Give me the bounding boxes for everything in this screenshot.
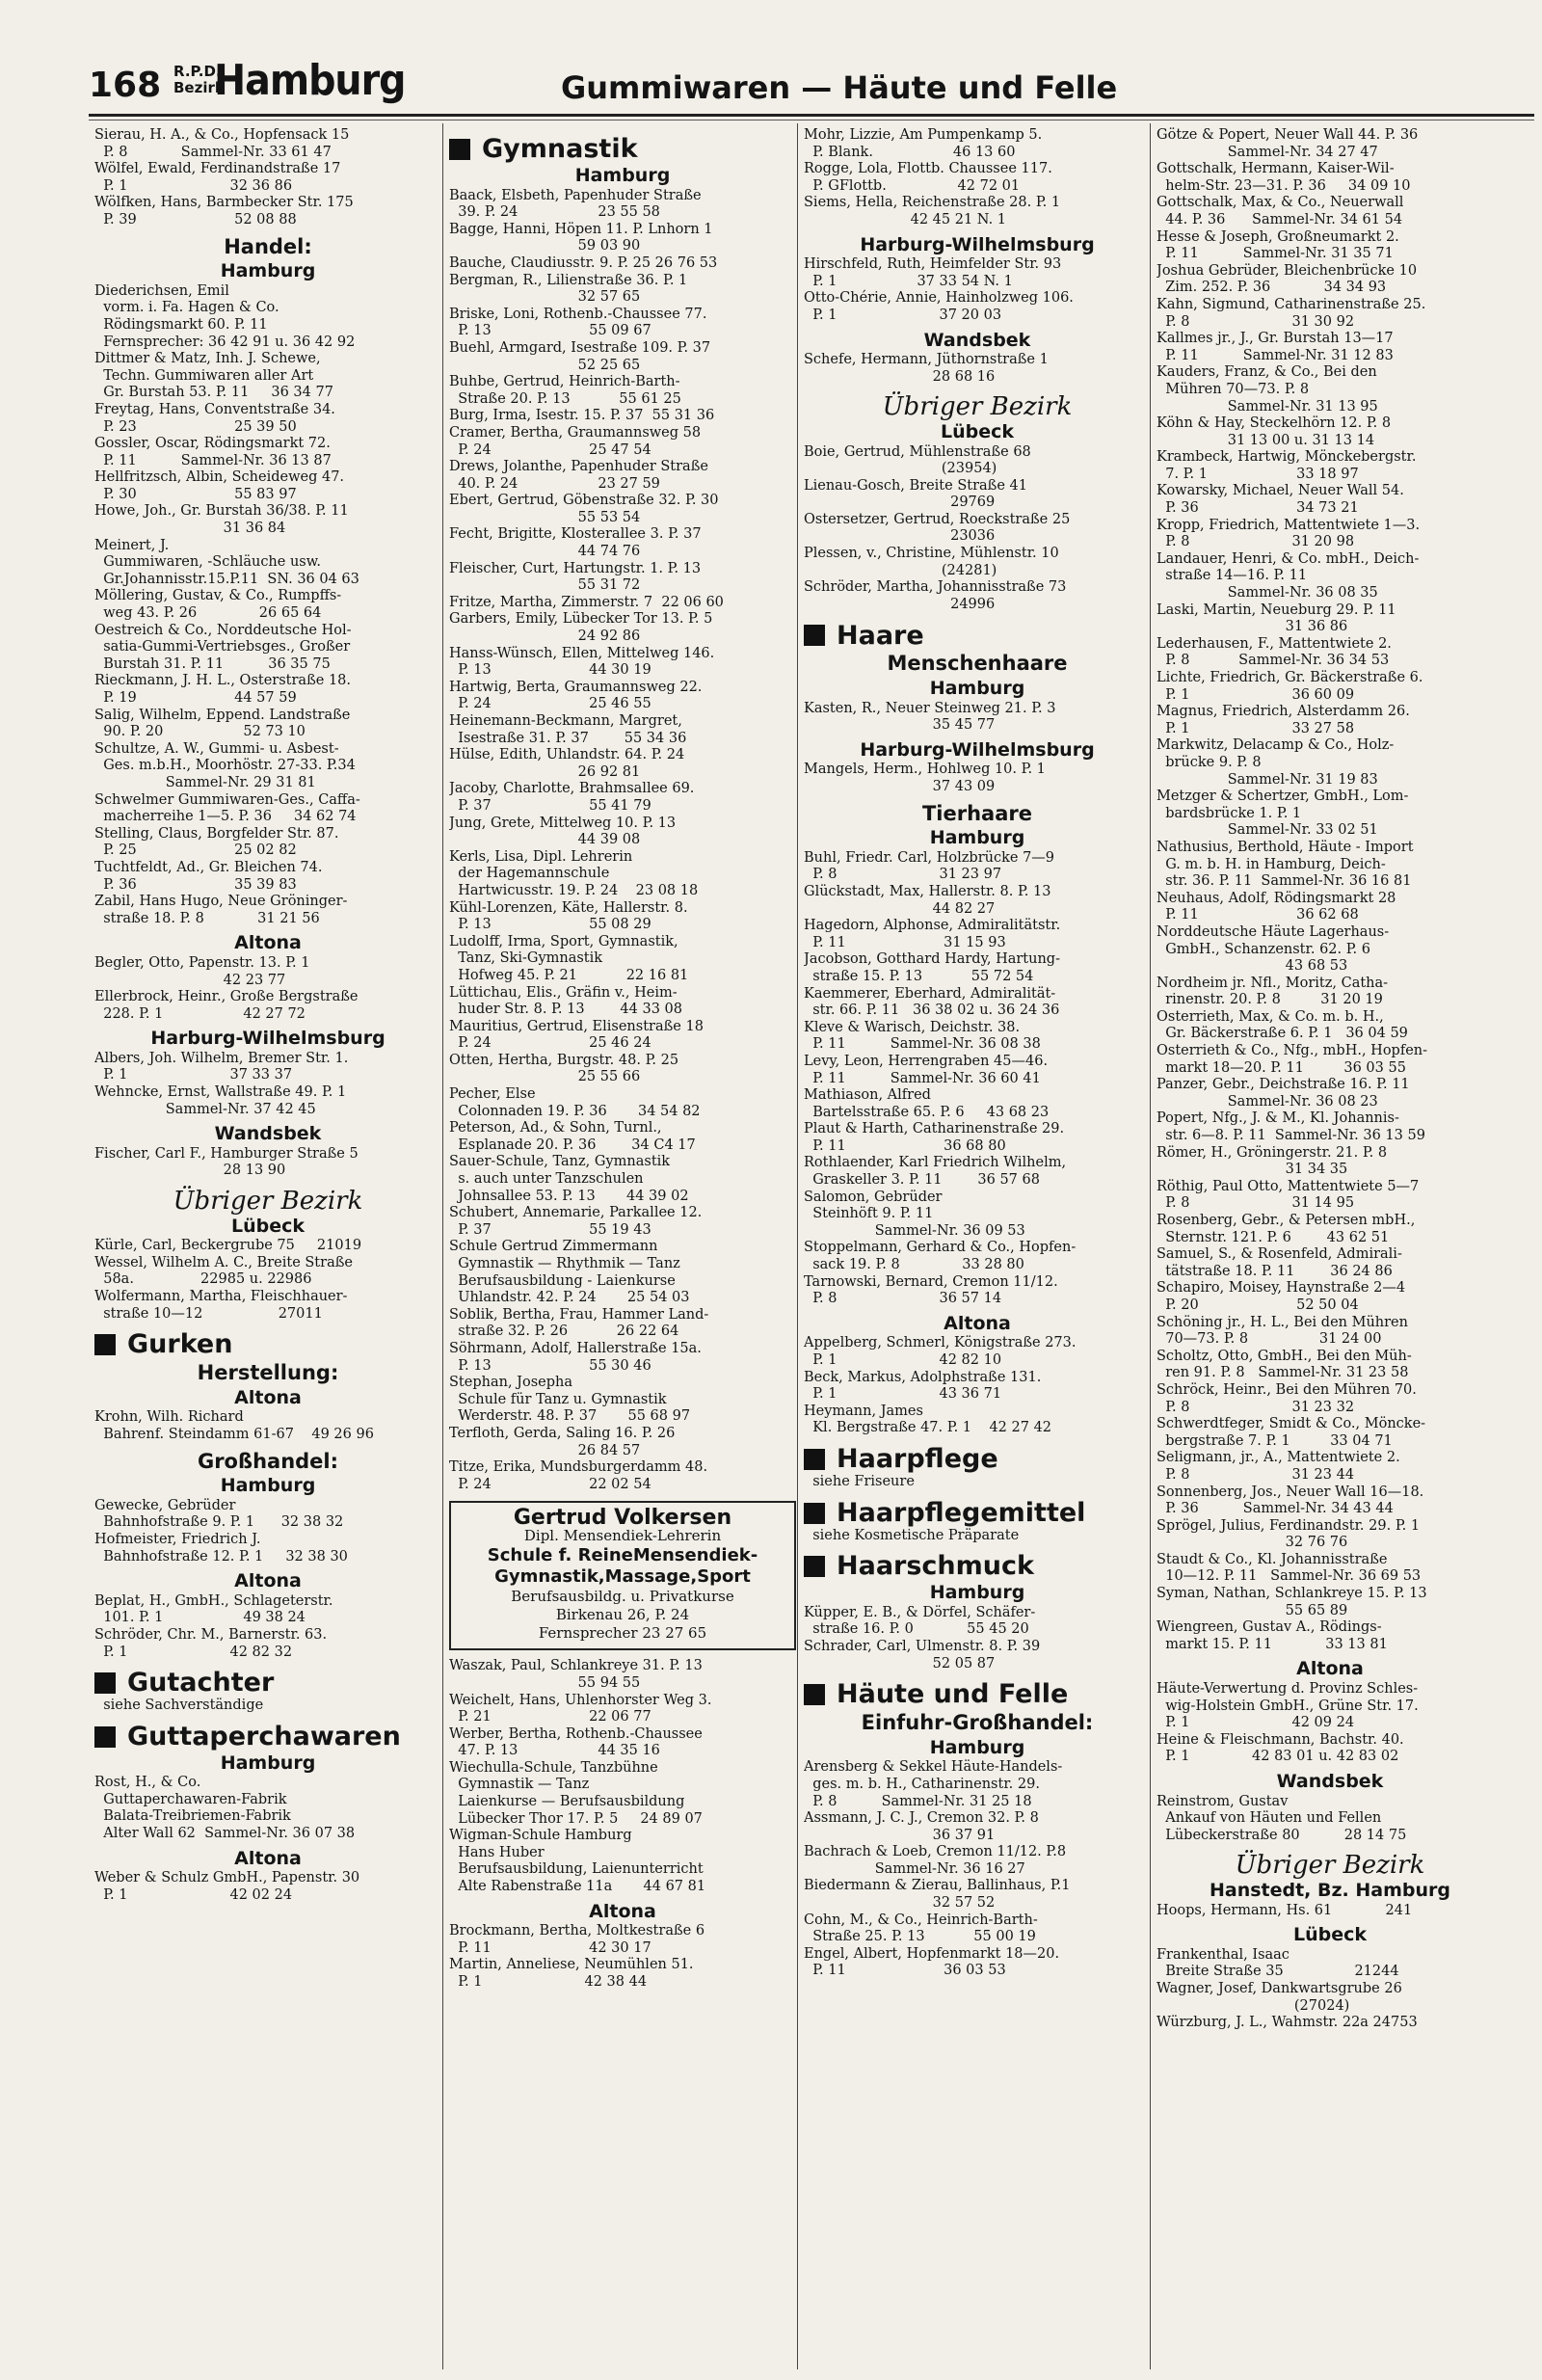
directory-entry: Schröck, Heinr., Bei den Mühren 70. P. 8 31 23 32	[1156, 1381, 1417, 1415]
directory-entry: Garbers, Emily, Lübecker Tor 13. P. 5 24 92 86	[449, 611, 713, 645]
directory-entry: Salomon, Gebrüder Steinhöft 9. P. 11 Sammel-Nr. 36 09 53	[804, 1189, 1025, 1239]
category-label: Haarpflegemittel	[837, 1497, 1086, 1528]
directory-entry: Ellerbrock, Heinr., Große Bergstraße 228. P. 1 42 27 72	[94, 989, 359, 1022]
directory-entry: Biedermann & Zierau, Ballinhaus, P.1 32 57 52	[804, 1878, 1071, 1912]
directory-entry: Würzburg, J. L., Wahmstr. 22a 24753	[1156, 2015, 1418, 2031]
directory-entry: Otten, Hertha, Burgstr. 48. P. 25 25 55 66	[449, 1052, 679, 1085]
locality-heading: Altona	[589, 1900, 656, 1922]
category-heading	[804, 1551, 1151, 1582]
directory-entry: Beck, Markus, Adolphstraße 131. P. 1 43 36 71	[804, 1369, 1042, 1403]
directory-entry: Fritze, Martha, Zimmerstr. 7 22 06 60	[449, 594, 724, 610]
directory-entry: Götze & Popert, Neuer Wall 44. P. 36 Sammel-Nr. 34 27 47	[1156, 127, 1419, 160]
locality-heading: Altona	[1296, 1658, 1364, 1680]
directory-entry: Schröder, Chr. M., Barnerstr. 63. P. 1 42 82 32	[94, 1626, 328, 1660]
directory-entry: Jacoby, Charlotte, Brahmsallee 69. P. 37 55 41 79	[449, 781, 695, 814]
city-title: Hamburg	[214, 56, 406, 105]
category-heading	[804, 620, 1151, 651]
directory-entry: Sprögel, Julius, Ferdinandstr. 29. P. 1 32 76 76	[1156, 1517, 1421, 1551]
directory-entry: Plessen, v., Christine, Mühlenstr. 10 (24281)	[804, 546, 1059, 578]
directory-entry: Kerls, Lisa, Dipl. Lehrerin der Hagemannschule Hartwicusstr. 19. P. 24 23 08 18	[449, 848, 699, 898]
directory-entry: Howe, Joh., Gr. Burstah 36/38. P. 11 31 36 84	[94, 503, 349, 537]
directory-entry: Fecht, Brigitte, Klosterallee 3. P. 37 44 74 76	[449, 526, 702, 560]
category-marker-icon	[804, 1503, 825, 1524]
directory-entry: Oestreich & Co., Norddeutsche Hol- satia-Gummi-Vertriebsges., Großer Burstah 31. P. 11 36 35 75	[94, 622, 352, 672]
category-label: Haarpflege	[837, 1444, 998, 1475]
category-marker-icon	[804, 1449, 825, 1470]
column-2	[449, 127, 796, 2364]
category-marker-icon	[94, 1726, 116, 1748]
locality-heading: Lübeck	[940, 420, 1015, 442]
directory-entry: Kaemmerer, Eberhard, Admiralität- str. 66. P. 11 36 38 02 u. 36 24 36	[804, 985, 1060, 1019]
ad-line: Schule f. ReineMensendiek-	[487, 1545, 758, 1566]
directory-entry: Osterrieth, Max, & Co. m. b. H., Gr. Bäckerstraße 6. P. 1 36 04 59	[1156, 1008, 1408, 1042]
directory-entry: Beplat, H., GmbH., Schlageterstr. 101. P. 1 49 38 24	[94, 1592, 333, 1626]
category-label: Haarschmuck	[837, 1551, 1034, 1582]
locality-heading: Wandsbek	[1276, 1771, 1384, 1792]
directory-entry: Römer, H., Gröningerstr. 21. P. 8 31 34 35	[1156, 1144, 1388, 1178]
directory-entry: Hirschfeld, Ruth, Heimfelder Str. 93 P. 1 37 33 54 N. 1	[804, 256, 1062, 289]
directory-entry: Kasten, R., Neuer Steinweg 21. P. 3 35 45 77	[804, 700, 1056, 734]
directory-entry: Hartwig, Berta, Graumannsweg 22. P. 24 25 46 55	[449, 679, 703, 712]
directory-entry: Diederichsen, Emil vorm. i. Fa. Hagen & Co. Rödingsmarkt 60. P. 11 Fernsprecher: 36 42 91 u. 36 42 92	[94, 282, 356, 350]
directory-entry: Krohn, Wilh. Richard Bahrenf. Steindamm 61-67 49 26 96	[94, 1409, 374, 1442]
locality-heading: Wandsbek	[214, 1123, 322, 1145]
advertisement	[449, 1501, 796, 1650]
category-heading	[449, 134, 796, 165]
column-3	[804, 127, 1151, 2364]
locality-heading: Altona	[234, 932, 302, 954]
directory-entry: Laski, Martin, Neueburg 29. P. 11 31 36 86	[1156, 602, 1396, 635]
ad-line: Dipl. Mensendiek-Lehrerin	[523, 1527, 722, 1545]
directory-entry: Kauders, Franz, & Co., Bei den Mühren 70—73. P. 8 Sammel-Nr. 31 13 95	[1156, 364, 1378, 414]
locality-heading: Hamburg	[929, 1736, 1025, 1758]
directory-entry: Rieckmann, J. H. L., Osterstraße 18. P. 19 44 57 59	[94, 673, 352, 706]
directory-entry: Lichte, Friedrich, Gr. Bäckerstraße 6. P. 1 36 60 09	[1156, 670, 1423, 703]
directory-entry: Lüttichau, Elis., Gräfin v., Heim- huder Str. 8. P. 13 44 33 08	[449, 984, 682, 1018]
region-heading: Übriger Bezirk	[173, 1187, 363, 1217]
directory-entry: Seligmann, jr., A., Mattentwiete 2. P. 8 31 23 44	[1156, 1450, 1400, 1483]
directory-entry: Hanss-Wünsch, Ellen, Mittelweg 146. P. 13 44 30 19	[449, 645, 715, 679]
directory-entry: Weber & Schulz GmbH., Papenstr. 30 P. 1 42 02 24	[94, 1870, 360, 1903]
directory-entry: Wölfel, Ewald, Ferdinandstraße 17 P. 1 32 36 86	[94, 161, 341, 194]
directory-entry: Osterrieth & Co., Nfg., mbH., Hopfen- markt 18—20. P. 11 36 03 55	[1156, 1043, 1428, 1076]
directory-entry: Rost, H., & Co. Guttaperchawaren-Fabrik Balata-Treibriemen-Fabrik Alter Wall 62 Sammel-Nr. 36 07 38	[94, 1775, 356, 1842]
directory-entry: Siems, Hella, Reichenstraße 28. P. 1 42 45 21 N. 1	[804, 195, 1061, 227]
directory-entry: Wolfermann, Martha, Fleischhauer- straße 10—12 27011	[94, 1289, 348, 1322]
directory-entry: Wigman-Schule Hamburg Hans Huber Berufsausbildung, Laienunterricht Alte Rabenstraße 11a 44 67 81	[449, 1828, 706, 1895]
locality-heading: Harburg-Wilhelmsburg	[150, 1028, 386, 1050]
directory-entry: Kürle, Carl, Beckergrube 75 21019	[94, 1238, 362, 1254]
directory-entry: Scholtz, Otto, GmbH., Bei den Müh- ren 91. P. 8 Sammel-Nr. 31 23 58	[1156, 1348, 1412, 1381]
directory-entry: Buhl, Friedr. Carl, Holzbrücke 7—9 P. 8 31 23 97	[804, 849, 1055, 883]
directory-entry: Möllering, Gustav, & Co., Rumpffs- weg 43. P. 26 26 65 64	[94, 588, 342, 622]
directory-entry: siehe Friseure	[804, 1473, 915, 1489]
rpd-label: R.P.D. Bezirk	[173, 63, 225, 96]
category-label: Haare	[837, 620, 924, 651]
page-header	[89, 56, 1534, 114]
directory-entry: Panzer, Gebr., Deichstraße 16. P. 11 Sammel-Nr. 36 08 23	[1156, 1077, 1410, 1110]
directory-entry: Tuchtfeldt, Ad., Gr. Bleichen 74. P. 36 35 39 83	[94, 859, 323, 893]
section-heading: Handel:	[224, 234, 312, 258]
directory-entry: Häute-Verwertung d. Provinz Schles- wig-Holstein GmbH., Grüne Str. 17. P. 1 42 09 24	[1156, 1681, 1419, 1731]
directory-entry: Dittmer & Matz, Inh. J. Schewe, Techn. Gummiwaren aller Art Gr. Burstah 53. P. 11 36 34 77	[94, 351, 333, 401]
directory-entry: Mangels, Herm., Hohlweg 10. P. 1 37 43 09	[804, 762, 1046, 794]
directory-entry: Schubert, Annemarie, Parkallee 12. P. 37 55 19 43	[449, 1205, 703, 1238]
directory-entry: Mathiason, Alfred Bartelsstraße 65. P. 6 43 68 23	[804, 1087, 1050, 1120]
locality-heading: Hamburg	[929, 827, 1025, 849]
category-label: Gurken	[127, 1329, 233, 1360]
directory-entry: Küpper, E. B., & Dörfel, Schäfer- straße 16. P. 0 55 45 20	[804, 1604, 1036, 1638]
directory-entry: Heymann, James Kl. Bergstraße 47. P. 1 42 27 42	[804, 1403, 1052, 1436]
directory-entry: Bachrach & Loeb, Cremon 11/12. P.8 Sammel-Nr. 36 16 27	[804, 1844, 1067, 1877]
ad-line: Gertrud Volkersen	[513, 1506, 732, 1531]
directory-entry: Schrader, Carl, Ulmenstr. 8. P. 39 52 05 87	[804, 1638, 1041, 1671]
region-heading: Übriger Bezirk	[882, 392, 1073, 422]
locality-heading: Altona	[234, 1847, 302, 1869]
directory-entry: Gossler, Oscar, Rödingsmarkt 72. P. 11 Sammel-Nr. 36 13 87	[94, 436, 332, 468]
directory-entry: Gewecke, Gebrüder Bahnhofstraße 9. P. 1 32 38 32	[94, 1497, 344, 1531]
directory-entry: Mauritius, Gertrud, Elisenstraße 18 P. 24 25 46 24	[449, 1018, 704, 1052]
locality-heading: Harburg-Wilhelmsburg	[860, 233, 1095, 255]
directory-entry: Schröder, Martha, Johannisstraße 73 24996	[804, 579, 1067, 612]
directory-entry: Bauche, Claudiusstr. 9. P. 25 26 76 53	[449, 254, 718, 271]
section-heading: Tierhaare	[921, 801, 1032, 825]
directory-entry: Jacobson, Gotthard Hardy, Hartung- straße 15. P. 13 55 72 54	[804, 951, 1060, 984]
category-marker-icon	[804, 1684, 825, 1705]
directory-entry: Levy, Leon, Herrengraben 45—46. P. 11 Sammel-Nr. 36 60 41	[804, 1053, 1049, 1086]
locality-heading: Hamburg	[220, 260, 316, 282]
ad-line: Berufsausbildg. u. Privatkurse	[511, 1588, 734, 1606]
directory-entry: Neuhaus, Adolf, Rödingsmarkt 28 P. 11 36 62 68	[1156, 890, 1396, 923]
directory-entry: Freytag, Hans, Conventstraße 34. P. 23 25 39 50	[94, 401, 335, 435]
ad-line: Birkenau 26, P. 24	[555, 1606, 690, 1624]
column-divider	[797, 123, 798, 2369]
directory-entry: Drews, Jolanthe, Papenhuder Straße 40. P. 24 23 27 59	[449, 459, 708, 492]
category-marker-icon	[449, 139, 470, 160]
directory-entry: Wagner, Josef, Dankwartsgrube 26 (27024)	[1156, 1980, 1402, 2014]
directory-entry: Magnus, Friedrich, Alsterdamm 26. P. 1 33 27 58	[1156, 704, 1410, 736]
category-heading	[804, 1444, 1151, 1475]
directory-entry: Kühl-Lorenzen, Käte, Hallerstr. 8. P. 13 55 08 29	[449, 899, 688, 933]
directory-entry: Wessel, Wilhelm A. C., Breite Straße 58a. 22985 u. 22986	[94, 1254, 353, 1288]
category-marker-icon	[804, 625, 825, 646]
directory-entry: Popert, Nfg., J. & M., Kl. Johannis- str. 6—8. P. 11 Sammel-Nr. 36 13 59	[1156, 1110, 1425, 1144]
directory-entry: Joshua Gebrüder, Bleichenbrücke 10 Zim. 252. P. 36 34 34 93	[1156, 262, 1418, 296]
locality-heading: Lübeck	[230, 1215, 306, 1237]
directory-entry: Wehncke, Ernst, Wallstraße 49. P. 1 Sammel-Nr. 37 42 45	[94, 1084, 347, 1117]
directory-entry: Kleve & Warisch, Deichstr. 38. P. 11 Sammel-Nr. 36 08 38	[804, 1019, 1041, 1053]
directory-entry: Ebert, Gertrud, Göbenstraße 32. P. 30 55 53 54	[449, 493, 719, 525]
directory-entry: Gottschalk, Max, & Co., Neuerwall 44. P. 36 Sammel-Nr. 34 61 54	[1156, 195, 1404, 227]
directory-entry: Sierau, H. A., & Co., Hopfensack 15 P. 8 Sammel-Nr. 33 61 47	[94, 127, 350, 160]
directory-entry: Hesse & Joseph, Großneumarkt 2. P. 11 Sammel-Nr. 31 35 71	[1156, 228, 1399, 262]
directory-entry: Waszak, Paul, Schlankreye 31. P. 13 55 94 55	[449, 1658, 703, 1691]
directory-entry: Albers, Joh. Wilhelm, Bremer Str. 1. P. 1 37 33 37	[94, 1050, 349, 1083]
directory-entry: Wiengreen, Gustav A., Rödings- markt 15. P. 11 33 13 81	[1156, 1619, 1388, 1652]
directory-entry: Cohn, M., & Co., Heinrich-Barth- Straße 25. P. 13 55 00 19	[804, 1912, 1038, 1945]
directory-entry: Söhrmann, Adolf, Hallerstraße 15a. P. 13 55 30 46	[449, 1340, 702, 1374]
directory-entry: Fischer, Carl F., Hamburger Straße 5 28 13 90	[94, 1145, 359, 1179]
column-1	[94, 127, 441, 2364]
locality-heading: Hamburg	[220, 1752, 316, 1774]
directory-entry: Burg, Irma, Isestr. 15. P. 37 55 31 36	[449, 408, 715, 424]
directory-entry: Nordheim jr. Nfl., Moritz, Catha- rinenstr. 20. P. 8 31 20 19	[1156, 975, 1389, 1008]
directory-entry: Fleischer, Curt, Hartungstr. 1. P. 13 55 31 72	[449, 560, 702, 594]
directory-entry: Schapiro, Moisey, Haynstraße 2—4 P. 20 52 50 04	[1156, 1280, 1406, 1313]
directory-entry: Titze, Erika, Mundsburgerdamm 48. P. 24 22 02 54	[449, 1459, 708, 1492]
section-heading: Einfuhr-Großhandel:	[861, 1711, 1094, 1735]
locality-heading: Lübeck	[1292, 1924, 1368, 1946]
category-heading	[804, 1679, 1151, 1710]
category-marker-icon	[804, 1556, 825, 1577]
directory-entry: siehe Kosmetische Präparate	[804, 1527, 1020, 1543]
section-heading: Menschenhaare	[887, 652, 1068, 676]
directory-entry: Hoops, Hermann, Hs. 61 241	[1156, 1902, 1413, 1918]
directory-entry: Boie, Gertrud, Mühlenstraße 68 (23954)	[804, 443, 1031, 477]
directory-entry: Jung, Grete, Mittelweg 10. P. 13 44 39 08	[449, 815, 677, 848]
category-label: Häute und Felle	[837, 1679, 1069, 1710]
directory-entry: Otto-Chérie, Annie, Hainholzweg 106. P. 1 37 20 03	[804, 290, 1074, 323]
section-heading: Herstellung:	[197, 1361, 339, 1385]
directory-entry: Hofmeister, Friedrich J. Bahnhofstraße 12. P. 1 32 38 30	[94, 1531, 348, 1564]
directory-entry: Wiechulla-Schule, Tanzbühne Gymnastik — Tanz Laienkurse — Berufsausbildung Lübecker Thor 17. P. 5 24 89 07	[449, 1759, 703, 1827]
directory-entry: Appelberg, Schmerl, Königstraße 273. P. 1 42 82 10	[804, 1335, 1077, 1368]
directory-entry: Terfloth, Gerda, Saling 16. P. 26 26 84 57	[449, 1425, 676, 1458]
directory-entry: Meinert, J. Gummiwaren, -Schläuche usw. Gr.Johannisstr.15.P.11 SN. 36 04 63	[94, 537, 359, 587]
category-heading	[94, 1668, 441, 1698]
directory-entry: Kowarsky, Michael, Neuer Wall 54. P. 36 34 73 21	[1156, 483, 1404, 517]
directory-entry: Engel, Albert, Hopfenmarkt 18—20. P. 11 36 03 53	[804, 1945, 1060, 1979]
locality-heading: Harburg-Wilhelmsburg	[860, 738, 1095, 761]
directory-entry: Lienau-Gosch, Breite Straße 41 29769	[804, 477, 1027, 511]
directory-entry: Cramer, Bertha, Graumannsweg 58 P. 24 25 47 54	[449, 424, 702, 458]
directory-entry: Markwitz, Delacamp & Co., Holz- brücke 9. P. 8 Sammel-Nr. 31 19 83	[1156, 737, 1395, 788]
category-heading	[804, 1497, 1151, 1528]
category-marker-icon	[94, 1334, 116, 1355]
directory-entry: Hellfritzsch, Albin, Scheideweg 47. P. 30 55 83 97	[94, 469, 345, 502]
directory-entry: Rosenberg, Gebr., & Petersen mbH., Sternstr. 121. P. 6 43 62 51	[1156, 1213, 1416, 1245]
directory-entry: Werber, Bertha, Rothenb.-Chaussee 47. P. 13 44 35 16	[449, 1725, 703, 1759]
directory-entry: Hülse, Edith, Uhlandstr. 64. P. 24 26 92 81	[449, 747, 685, 780]
locality-heading: Hamburg	[574, 165, 671, 186]
directory-entry: Krambeck, Hartwig, Mönckebergstr. 7. P. 1 33 18 97	[1156, 449, 1417, 482]
category-label: Gutachter	[127, 1668, 275, 1698]
directory-entry: Begler, Otto, Papenstr. 13. P. 1 42 23 77	[94, 954, 310, 988]
locality-heading: Altona	[234, 1386, 302, 1408]
ad-line: Gymnastik,Massage,Sport	[494, 1566, 751, 1588]
ad-line: Fernsprecher 23 27 65	[538, 1624, 707, 1643]
directory-entry: Schwelmer Gummiwaren-Ges., Caffa- macherreihe 1—5. P. 36 34 62 74	[94, 791, 360, 825]
category-marker-icon	[94, 1672, 116, 1694]
directory-entry: siehe Sachverständige	[94, 1698, 264, 1714]
directory-entry: Tarnowski, Bernard, Cremon 11/12. P. 8 36 57 14	[804, 1273, 1058, 1307]
directory-entry: Buhbe, Gertrud, Heinrich-Barth- Straße 20. P. 13 55 61 25	[449, 374, 681, 407]
directory-entry: Lederhausen, F., Mattentwiete 2. P. 8 Sammel-Nr. 36 34 53	[1156, 635, 1392, 669]
directory-entry: Syman, Nathan, Schlankreye 15. P. 13 55 65 89	[1156, 1586, 1427, 1618]
directory-entry: Plaut & Harth, Catharinenstraße 29. P. 11 36 68 80	[804, 1121, 1065, 1154]
directory-entry: Ludolff, Irma, Sport, Gymnastik, Tanz, Ski-Gymnastik Hofweg 45. P. 21 22 16 81	[449, 933, 689, 983]
directory-entry: Staudt & Co., Kl. Johannisstraße 10—12. P. 11 Sammel-Nr. 36 69 53	[1156, 1551, 1422, 1585]
directory-entry: Hagedorn, Alphonse, Admiralitätstr. P. 11 31 15 93	[804, 918, 1061, 950]
directory-entry: Arensberg & Sekkel Häute-Handels- ges. m. b. H., Catharinenstr. 29. P. 8 Sammel-Nr. 31 25 18	[804, 1759, 1063, 1809]
directory-entry: Salig, Wilhelm, Eppend. Landstraße 90. P. 20 52 73 10	[94, 707, 351, 740]
directory-entry: Sauer-Schule, Tanz, Gymnastik s. auch unter Tanzschulen Johnsallee 53. P. 13 44 39 02	[449, 1154, 689, 1204]
page-number: 168	[89, 66, 162, 105]
directory-entry: Heine & Fleischmann, Bachstr. 40. P. 1 42 83 01 u. 42 83 02	[1156, 1731, 1404, 1765]
category-label: Guttaperchawaren	[127, 1721, 401, 1752]
directory-entry: Schwerdtfeger, Smidt & Co., Möncke- bergstraße 7. P. 1 33 04 71	[1156, 1416, 1426, 1449]
locality-heading: Hamburg	[220, 1475, 316, 1497]
directory-entry: Bergman, R., Lilienstraße 36. P. 1 32 57 65	[449, 272, 688, 306]
directory-entry: Rogge, Lola, Flottb. Chaussee 117. P. GFlottb. 42 72 01	[804, 161, 1052, 194]
directory-entry: Samuel, S., & Rosenfeld, Admirali- tätstraße 18. P. 11 36 24 86	[1156, 1246, 1402, 1279]
directory-entry: Bagge, Hanni, Höpen 11. P. Lnhorn 1 59 03 90	[449, 221, 713, 254]
directory-entry: Ostersetzer, Gertrud, Roeckstraße 25 23036	[804, 511, 1071, 545]
region-heading: Übriger Bezirk	[1235, 1851, 1425, 1881]
directory-entry: Kallmes jr., J., Gr. Burstah 13—17 P. 11 Sammel-Nr. 31 12 83	[1156, 331, 1394, 363]
locality-heading: Altona	[234, 1570, 302, 1592]
directory-entry: Baack, Elsbeth, Papenhuder Straße 39. P. 24 23 55 58	[449, 187, 702, 221]
rubric-title: Gummiwaren — Häute und Felle	[561, 69, 1118, 106]
locality-heading: Wandsbek	[923, 329, 1031, 351]
locality-heading: Hamburg	[929, 678, 1025, 700]
directory-entry: Mohr, Lizzie, Am Pumpenkamp 5. P. Blank. 46 13 60	[804, 127, 1043, 160]
directory-entry: Röthig, Paul Otto, Mattentwiete 5—7 P. 8 31 14 95	[1156, 1178, 1420, 1212]
directory-entry: Stoppelmann, Gerhard & Co., Hopfen- sack 19. P. 8 33 28 80	[804, 1240, 1077, 1273]
column-divider	[442, 123, 443, 2369]
directory-entry: Köhn & Hay, Steckelhörn 12. P. 8 31 13 00 u. 31 13 14	[1156, 415, 1392, 448]
directory-entry: Norddeutsche Häute Lagerhaus- GmbH., Schanzenstr. 62. P. 6 43 68 53	[1156, 923, 1390, 975]
directory-entry: Landauer, Henri, & Co. mbH., Deich- straße 14—16. P. 11 Sammel-Nr. 36 08 35	[1156, 550, 1420, 602]
directory-entry: Briske, Loni, Rothenb.-Chaussee 77. P. 13 55 09 67	[449, 306, 707, 339]
category-heading	[94, 1721, 441, 1752]
directory-entry: Soblik, Bertha, Frau, Hammer Land- straße 32. P. 26 26 22 64	[449, 1306, 709, 1340]
directory-entry: Metzger & Schertzer, GmbH., Lom- bardsbrücke 1. P. 1 Sammel-Nr. 33 02 51	[1156, 789, 1409, 839]
directory-entry: Weichelt, Hans, Uhlenhorster Weg 3. P. 21 22 06 77	[449, 1692, 712, 1725]
locality-heading: Hanstedt, Bz. Hamburg	[1209, 1879, 1451, 1901]
directory-entry: Rothlaender, Karl Friedrich Wilhelm, Graskeller 3. P. 11 36 57 68	[804, 1155, 1067, 1189]
directory-entry: Nathusius, Berthold, Häute - Import G. m. b. H. in Hamburg, Deich- str. 36. P. 11 Sammel-Nr. 36 16 81	[1156, 839, 1414, 890]
column-4	[1156, 127, 1503, 2364]
directory-entry: Frankenthal, Isaac Breite Straße 35 21244	[1156, 1946, 1399, 1980]
locality-heading: Hamburg	[929, 1582, 1025, 1604]
directory-entry: Glückstadt, Max, Hallerstr. 8. P. 13 44 82 27	[804, 883, 1051, 917]
directory-entry: Brockmann, Bertha, Moltkestraße 6 P. 11 42 30 17	[449, 1923, 705, 1956]
directory-entry: Kropp, Friedrich, Mattentwiete 1—3. P. 8 31 20 98	[1156, 517, 1421, 550]
directory-entry: Gottschalk, Hermann, Kaiser-Wil- helm-Str. 23—31. P. 36 34 09 10	[1156, 161, 1411, 194]
directory-entry: Martin, Anneliese, Neumühlen 51. P. 1 42 38 44	[449, 1957, 694, 1990]
directory-entry: Schule Gertrud Zimmermann Gymnastik — Rhythmik — Tanz Berufsausbildung - Laienkurse Uhlandstr. 42. P. 24 25 54 03	[449, 1239, 690, 1306]
directory-entry: Stelling, Claus, Borgfelder Str. 87. P. 25 25 02 82	[94, 825, 339, 859]
directory-entry: Schöning jr., H. L., Bei den Mühren 70—73. P. 8 31 24 00	[1156, 1314, 1408, 1348]
directory-entry: Sonnenberg, Jos., Neuer Wall 16—18. P. 36 Sammel-Nr. 34 43 44	[1156, 1484, 1424, 1517]
directory-entry: Peterson, Ad., & Sohn, Turnl., Esplanade 20. P. 36 34 C4 17	[449, 1120, 696, 1153]
directory-entry: Reinstrom, Gustav Ankauf von Häuten und Fellen Lübeckerstraße 80 28 14 75	[1156, 1793, 1407, 1843]
directory-entry: Wölfken, Hans, Barmbecker Str. 175 P. 39 52 08 88	[94, 195, 354, 227]
locality-heading: Altona	[944, 1312, 1011, 1334]
directory-entry: Schultze, A. W., Gummi- u. Asbest- Ges. m.b.H., Moorhöstr. 27-33. P.34 Sammel-Nr. 29 31 81	[94, 740, 356, 790]
section-heading: Großhandel:	[197, 1449, 339, 1473]
directory-entry: Heinemann-Beckmann, Margret, Isestraße 31. P. 37 55 34 36	[449, 713, 687, 746]
directory-entry: Pecher, Else Colonnaden 19. P. 36 34 54 82	[449, 1086, 701, 1119]
category-label: Gymnastik	[482, 134, 638, 165]
directory-entry: Assmann, J. C. J., Cremon 32. P. 8 36 37 91	[804, 1810, 1039, 1843]
header-rule	[89, 114, 1534, 117]
directory-entry: Stephan, Josepha Schule für Tanz u. Gymnastik Werderstr. 48. P. 37 55 68 97	[449, 1375, 691, 1425]
directory-entry: Schefe, Hermann, Jüthornstraße 1 28 68 16	[804, 352, 1049, 385]
category-heading	[94, 1329, 441, 1360]
directory-entry: Zabil, Hans Hugo, Neue Gröninger- straße 18. P. 8 31 21 56	[94, 894, 348, 926]
directory-entry: Kahn, Sigmund, Catharinenstraße 25. P. 8 31 30 92	[1156, 296, 1426, 330]
directory-entry: Buehl, Armgard, Isestraße 109. P. 37 52 25 65	[449, 339, 711, 373]
